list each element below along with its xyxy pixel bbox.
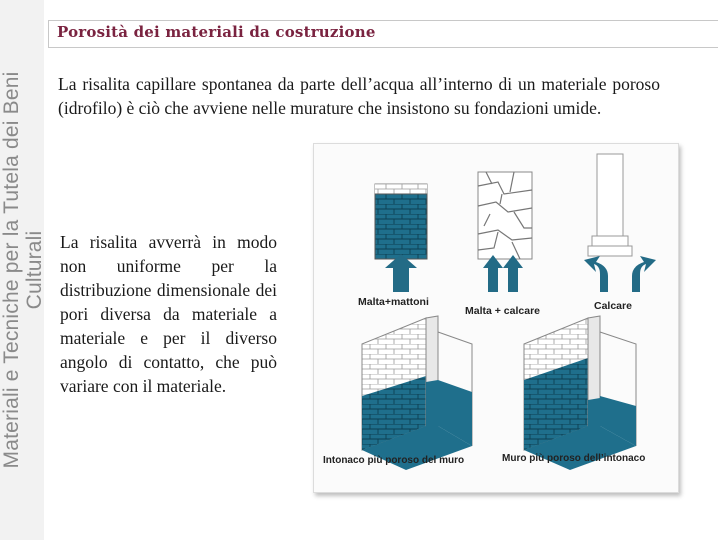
label-calcare: Calcare xyxy=(594,300,632,312)
wall-plaster-section-right xyxy=(524,316,636,470)
label-malta-mattoni: Malta+mattoni xyxy=(358,296,429,308)
course-title-line-1: Materiali e Tecniche per la Tutela dei Beni xyxy=(0,71,23,469)
curved-arrow-icon xyxy=(584,256,608,292)
course-title xyxy=(0,0,52,540)
intro-paragraph: La risalita capillare spontanea da parte dell’acqua all’interno di un materiale poroso (idrofilo) è ciò che avviene nelle murature che insistono su fondazioni umide. xyxy=(58,74,660,118)
slide-title: Porosità dei materiali da costruzione xyxy=(57,23,376,41)
label-muro: Muro più poroso dell’intonaco xyxy=(502,453,646,464)
curved-arrow-icon xyxy=(632,256,656,292)
arrow-up-icon xyxy=(385,254,417,292)
limestone-column xyxy=(588,154,632,256)
capillary-rise-illustration xyxy=(314,144,678,492)
label-intonaco: Intonaco più poroso del muro xyxy=(323,455,465,466)
sidebar xyxy=(0,0,44,540)
brick-column xyxy=(375,184,427,259)
water-rise-arrows xyxy=(385,254,656,292)
wall-plaster-section-left xyxy=(362,316,472,470)
stone-column xyxy=(478,172,532,259)
arrow-up-icon xyxy=(503,255,523,292)
course-title-line-2: Culturali xyxy=(23,230,46,310)
note-paragraph: La risalita avverrà in modo non uniforme per la distribuzione dimensionale dei pori diversa da materiale a materiale e per il diverso angolo di contatto, che può variare con il materiale. xyxy=(60,232,277,396)
capillary-rise-figure xyxy=(313,143,679,493)
label-malta-calcare: Malta + calcare xyxy=(465,305,541,317)
arrow-up-icon xyxy=(483,255,503,292)
